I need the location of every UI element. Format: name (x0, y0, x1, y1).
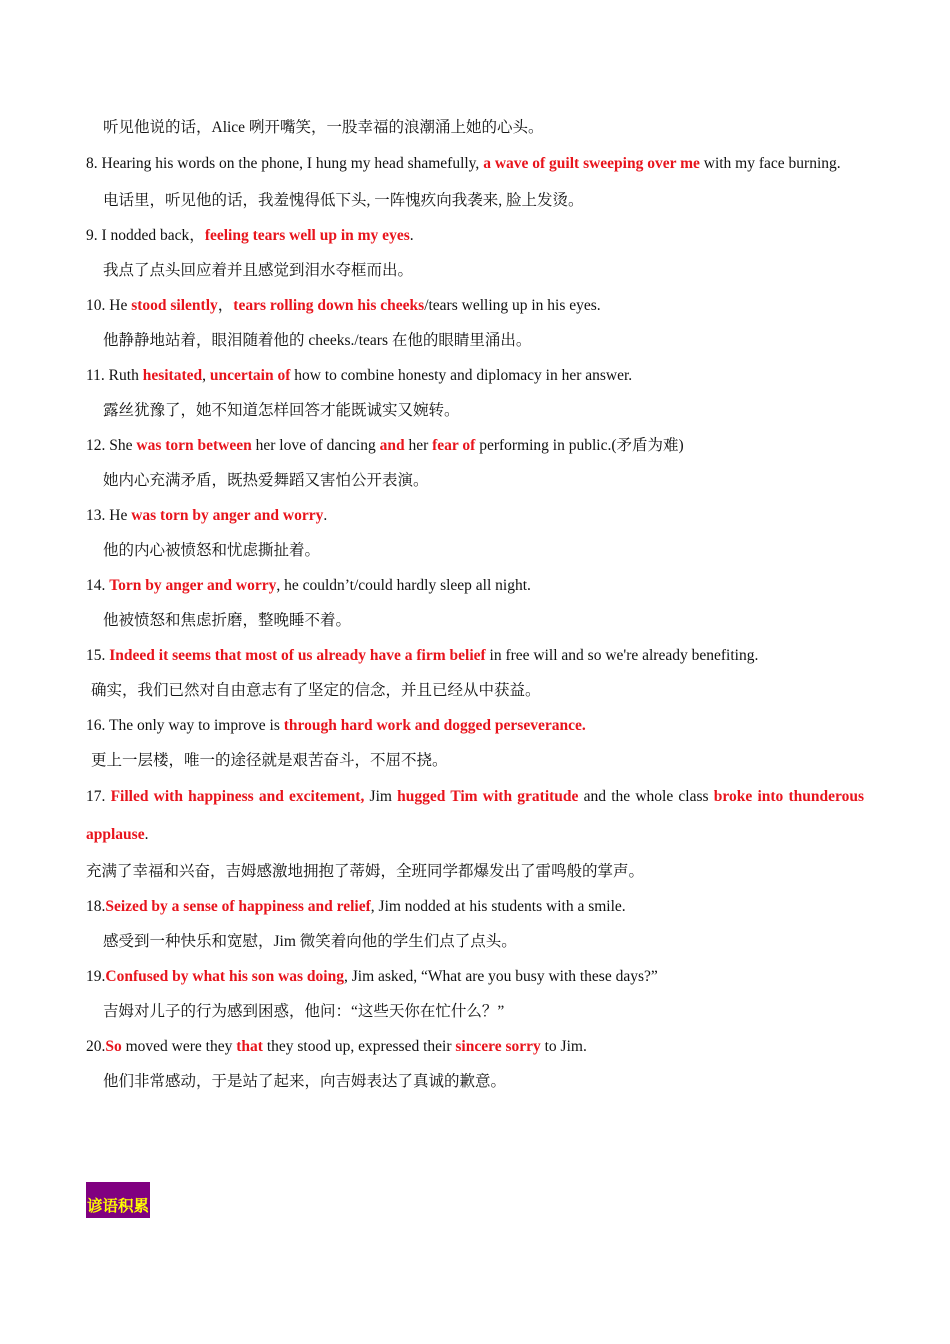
highlighted-phrase: So (105, 1038, 122, 1055)
sentence-line (86, 568, 864, 603)
highlighted-phrase: sincere sorry (455, 1038, 541, 1055)
section-heading-label: 谚语积累 (87, 1198, 150, 1215)
highlighted-phrase: stood silently (131, 297, 218, 314)
sentence-line (86, 1029, 864, 1064)
sentence-line (86, 708, 864, 743)
sentence-text: 20. (86, 1038, 106, 1055)
translation-line: 他静静地站着，眼泪随着他的 cheeks./tears 在他的眼睛里涌出。 (103, 332, 532, 349)
sentence-line (86, 218, 864, 253)
sentence-text: with my face burning. (699, 155, 841, 172)
highlighted-phrase: was torn between (136, 437, 252, 454)
translation-line: 她内心充满矛盾，既热爱舞蹈又害怕公开表演。 (103, 472, 429, 489)
sentence-line (86, 638, 864, 673)
sentence-text: 15. (86, 647, 110, 664)
sentence-line (86, 778, 864, 854)
translation-line: 露丝犹豫了，她不知道怎样回答才能既诚实又婉转。 (103, 402, 460, 419)
sentence-text: they stood up, expressed their (262, 1038, 456, 1055)
sentence-text: 11. Ruth (86, 367, 143, 384)
sentence-text: in free will and so we're already benefiting. (485, 647, 759, 664)
highlighted-phrase: a wave of guilt sweeping over me (483, 155, 700, 172)
sentence-text: 17. (86, 788, 111, 805)
sentence-text: 10. He (86, 297, 132, 314)
sentence-text: ， (217, 297, 234, 314)
sentence-line (86, 959, 864, 994)
sentence-text: and the whole class (578, 788, 714, 805)
translation-line: 感受到一种快乐和宽慰，Jim 微笑着向他的学生们点了点头。 (103, 933, 517, 950)
sentence-line (86, 358, 864, 393)
translation-line: 我点了点头回应着并且感觉到泪水夺框而出。 (103, 262, 414, 279)
sentence-text: 16. The only way to improve is (86, 717, 284, 734)
translation-line: 他被愤怒和焦虑折磨，整晚睡不着。 (103, 612, 352, 629)
document-body (86, 110, 864, 1099)
sentence-text: , Jim nodded at his students with a smile. (370, 898, 626, 915)
highlighted-phrase: broke into thunderous applause (86, 788, 865, 843)
highlighted-phrase: Seized by a sense of happiness and relief (105, 898, 371, 915)
sentence-text: 9. I nodded back， (86, 227, 205, 244)
sentence-text: . (409, 227, 414, 244)
translation-line: 更上一层楼，唯一的途径就是艰苦奋斗，不屈不挠。 (91, 752, 448, 769)
sentence-text: 12. She (86, 437, 137, 454)
highlighted-phrase: fear of (432, 437, 476, 454)
sentence-line (86, 288, 864, 323)
sentence-text: , (202, 367, 210, 384)
sentence-line (86, 889, 864, 924)
highlighted-phrase: feeling tears well up in my eyes (204, 227, 410, 244)
sentence-text: 13. He (86, 507, 132, 524)
translation-line: 充满了幸福和兴奋，吉姆感激地拥抱了蒂姆，全班同学都爆发出了雷鸣般的掌声。 (86, 863, 645, 880)
highlighted-phrase: Confused by what his son was doing (105, 968, 344, 985)
sentence-text: , Jim asked, “What are you busy with these days?” (343, 968, 658, 985)
highlighted-phrase: that (236, 1038, 263, 1055)
sentence-text: how to combine honesty and diplomacy in her answer. (290, 367, 633, 384)
sentence-text: to Jim. (540, 1038, 587, 1055)
highlighted-phrase: hugged Tim with gratitude (397, 788, 579, 805)
sentence-text: . (144, 826, 149, 843)
sentence-text: performing in public.(矛盾为难) (475, 437, 684, 454)
sentence-line (86, 428, 864, 463)
highlighted-phrase: through hard work and dogged perseverance. (283, 717, 586, 734)
highlighted-phrase: Torn by anger and worry (109, 577, 277, 594)
sentence-text: 18. (86, 898, 106, 915)
highlighted-phrase: hesitated (142, 367, 203, 384)
highlighted-phrase: was torn by anger and worry (131, 507, 324, 524)
sentence-line (86, 145, 864, 183)
sentence-text: her (404, 437, 433, 454)
sentence-text: her love of dancing (251, 437, 380, 454)
translation-line: 吉姆对儿子的行为感到困惑，他问：“这些天你在忙什么？” (103, 1003, 505, 1020)
section-heading-proverbs (86, 1182, 150, 1218)
highlighted-phrase: and (379, 437, 405, 454)
highlighted-phrase: uncertain of (209, 367, 291, 384)
highlighted-phrase: tears rolling down his cheeks (233, 297, 425, 314)
sentence-text: 8. Hearing his words on the phone, I hung my head shamefully, (86, 155, 484, 172)
translation-line: 他的内心被愤怒和忧虑撕扯着。 (103, 542, 321, 559)
translation-line: 电话里，听见他的话，我羞愧得低下头, 一阵愧疚向我袭来, 脸上发烫。 (103, 192, 584, 209)
sentence-text: moved were they (121, 1038, 237, 1055)
sentence-line (86, 498, 864, 533)
sentence-text: 14. (86, 577, 110, 594)
translation-line: 听见他说的话，Alice 咧开嘴笑，一股幸福的浪潮涌上她的心头。 (103, 119, 544, 136)
translation-line: 他们非常感动，于是站了起来，向吉姆表达了真诚的歉意。 (103, 1073, 507, 1090)
translation-line: 确实，我们已然对自由意志有了坚定的信念，并且已经从中获益。 (91, 682, 541, 699)
sentence-text: , he couldn’t/could hardly sleep all night. (276, 577, 531, 594)
sentence-text: 19. (86, 968, 106, 985)
sentence-text: Jim (364, 788, 398, 805)
highlighted-phrase: Indeed it seems that most of us already have a firm belief (109, 647, 486, 664)
highlighted-phrase: Filled with happiness and excitement, (110, 788, 365, 805)
sentence-text: . (323, 507, 328, 524)
sentence-text: /tears welling up in his eyes. (424, 297, 601, 314)
